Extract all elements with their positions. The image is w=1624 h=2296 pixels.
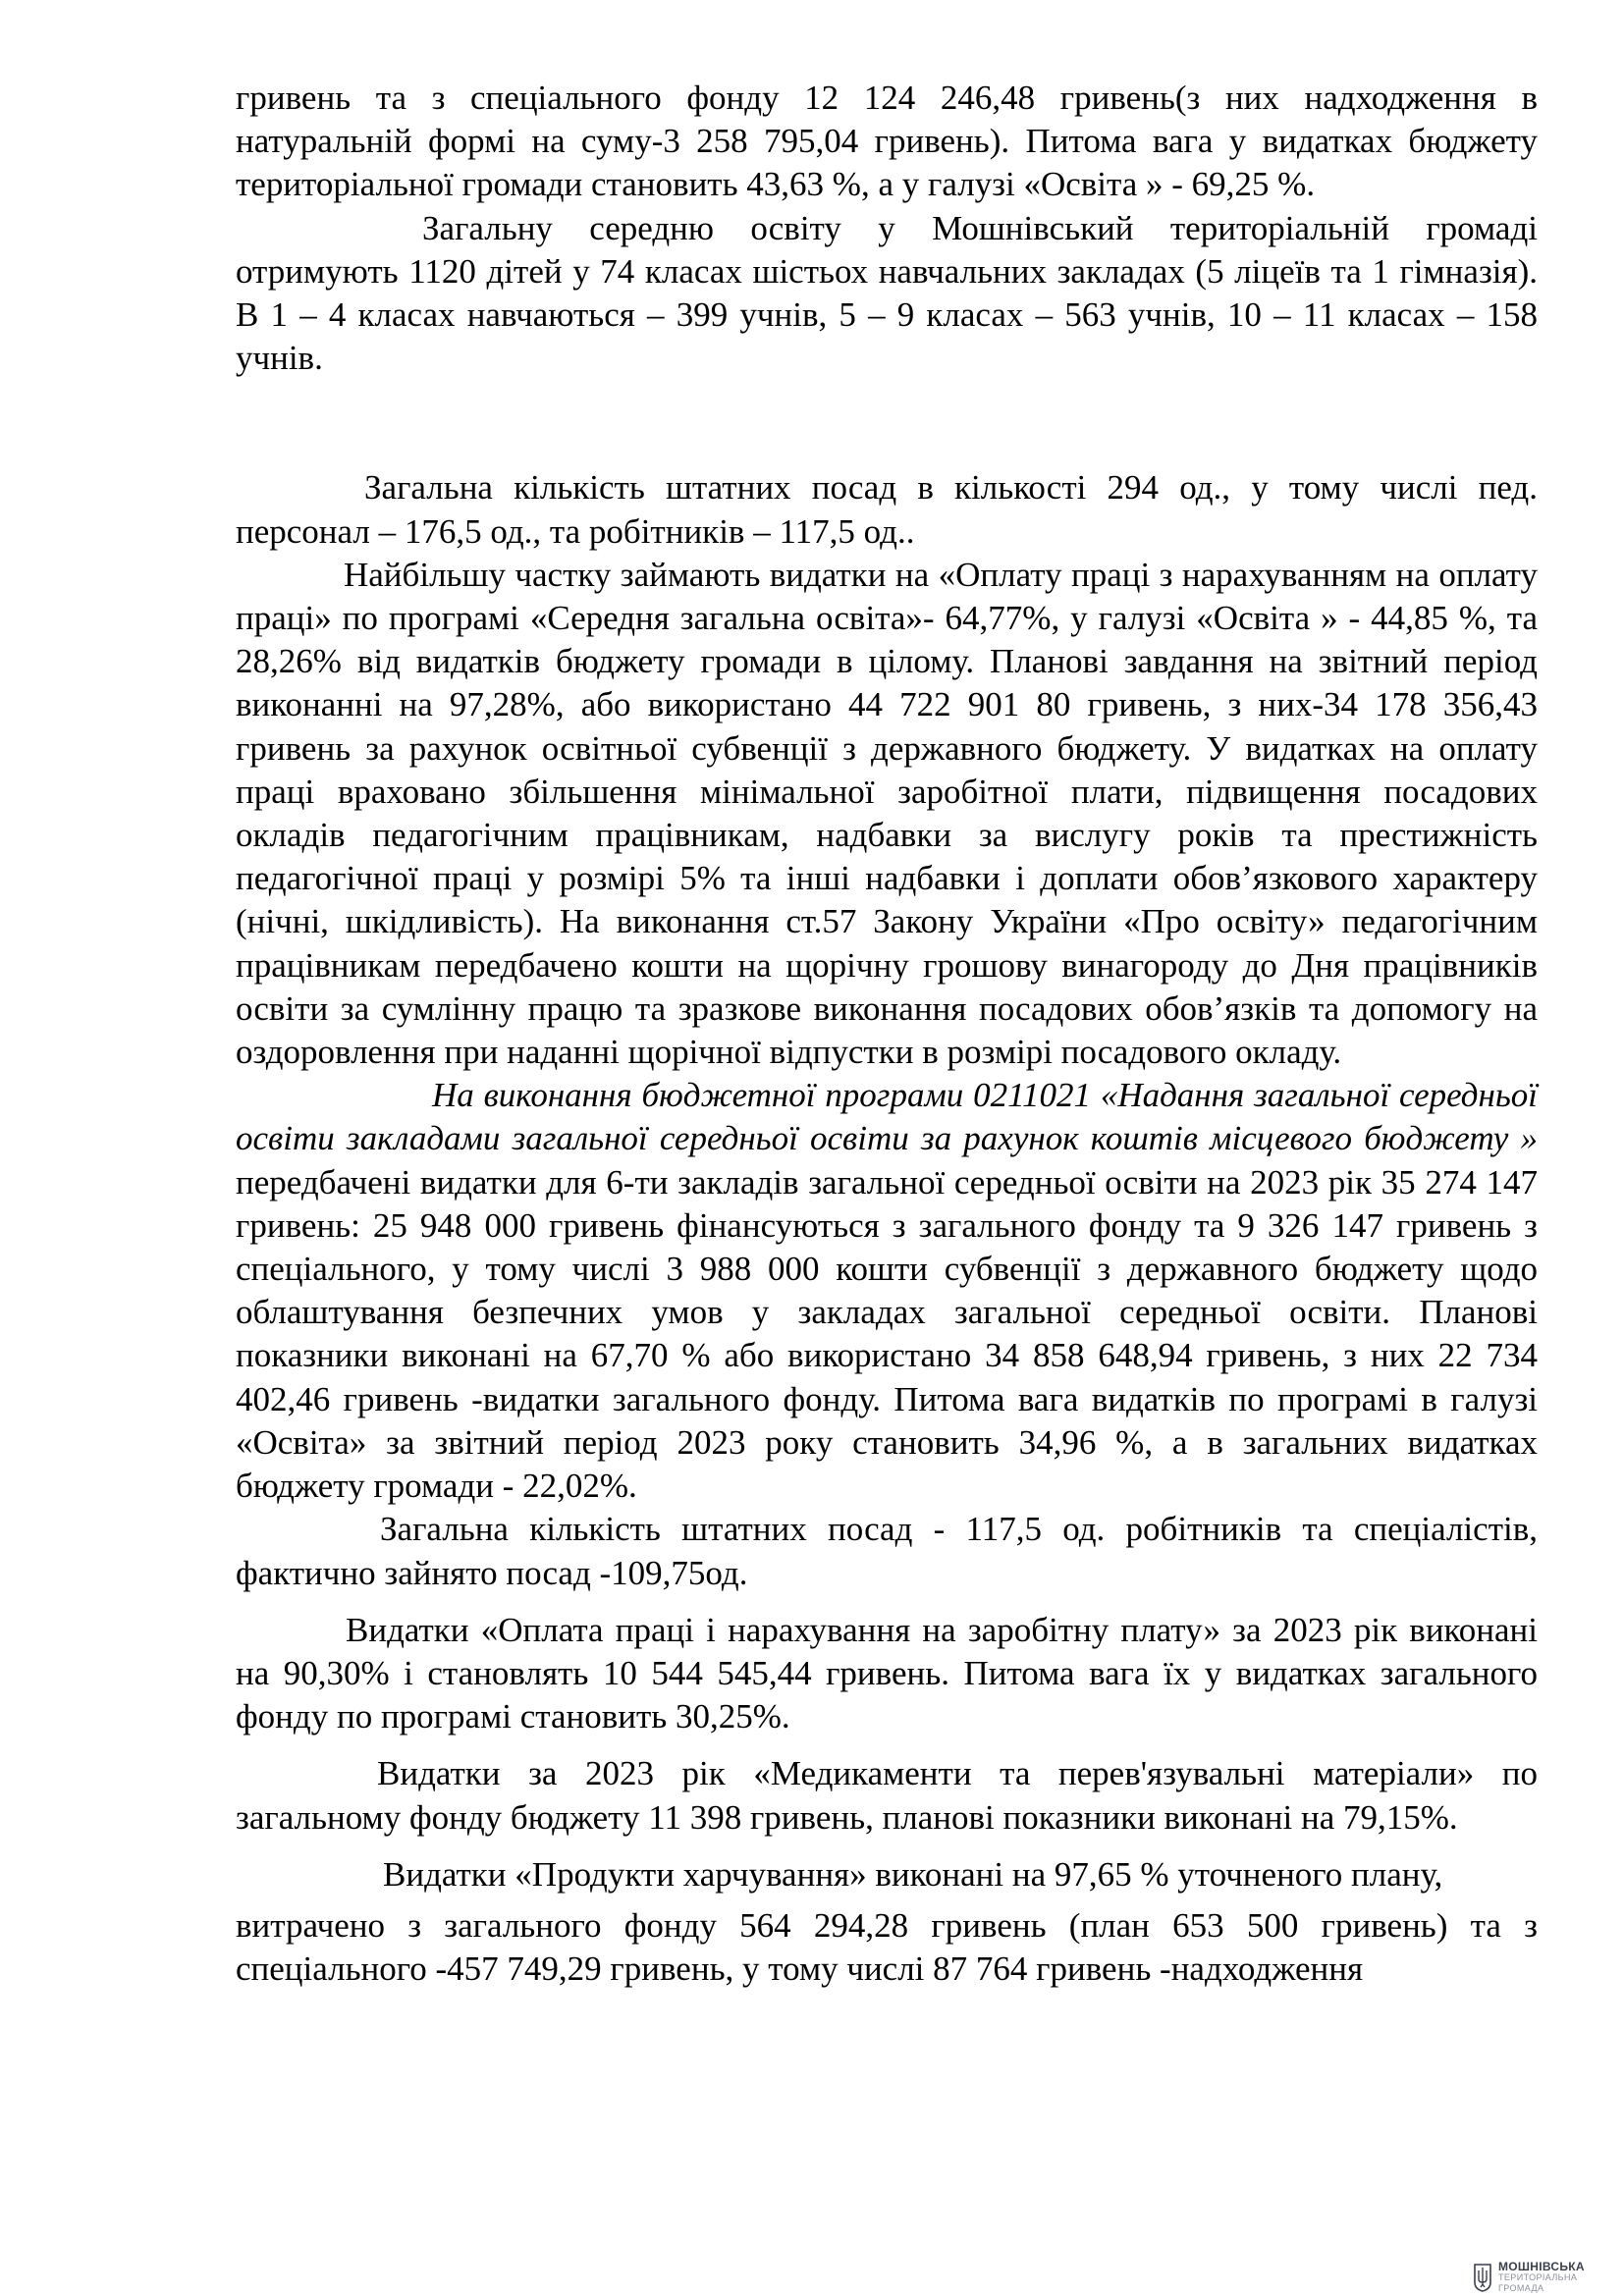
paragraph-salary-expenses: Найбільшу частку займають видатки на «Оплату праці з нарахуванням на оплату праці» по програмі «Середня загальна освіта»- 64,77%, у галузі «Освіта » - 44,85 %, та 28,26% від видатків бюджету громади в цілому. Планові завдання на звітний період виконанні на 97,28%, або використано 44 722 901 80 гривень, з них-34 178 356,43 гривень за рахунок освітньої субвенції з державного бюджету. У видатках на оплату праці враховано збільшення мінімальної заробітної плати, підвищення посадових окладів педагогічним працівникам, надбавки за вислугу років та престижність педагогічної праці у розмірі 5% та інші надбавки і доплати обов’язкового характеру (нічні, шкідливість). На виконання ст.57 Закону України «Про освіту» педагогічним працівникам передбачено кошти на щорічну грошову винагороду до Дня працівників освіти за сумлінну працю та зразкове виконання посадових обов’язків та допомогу на оздоровлення при наданні щорічної відпустки в розмірі посадового окладу.	[236, 555, 1538, 1072]
paragraph-food-products: Видатки «Продукти харчування» виконані на 97,65 % уточненого плану,	[383, 1854, 1443, 1894]
logo-subtitle-1: ТЕРИТОРІАЛЬНА	[1498, 2271, 1578, 2282]
program-title: На виконання бюджетної програми 0211021 «Надання загальної середньої освіти закладами загальної середньої освіти за рахунок коштів місцевого бюджету »	[236, 1076, 1538, 1158]
paragraph-medicines: Видатки за 2023 рік «Медикаменти та перев'язувальні матеріали» по загальному фонду бюджету 11 398 гривень, планові показники виконані на 79,15%.	[236, 1754, 1538, 1837]
paragraph-food-spending: витрачено з загального фонду 564 294,28 гривень (план 653 500 гривень) та з спеціального -457 749,29 гривень, у тому числі 87 764 гривень -надходження	[236, 1905, 1538, 1989]
logo-subtitle-2: ГРОМАДА	[1498, 2282, 1544, 2293]
paragraph-staff-count: Загальна кількість штатних посад - 117,5 од. робітників та спеціалістів, фактично зайнято посад -109,75од.	[236, 1510, 1538, 1592]
paragraph-general-education: Загальну середню освіту у Мошнівський територіальній громаді отримують 1120 дітей у 74 класах шістьох навчальних закладах (5 ліцеїв та 1 гімназія). В 1 – 4 класах навчаються – 399 учнів, 5 – 9 класах – 563 учнів, 10 – 11 класах – 158 учнів.	[236, 208, 1538, 378]
paragraph-wage-expenses: Видатки «Оплата праці і нарахування на заробітну плату» за 2023 рік виконані на 90,30% і становлять 10 544 545,44 гривень. Питома вага їх у видатках загального фонду по програмі становить 30,25%.	[236, 1610, 1538, 1736]
paragraph-budget-program	[236, 1074, 1538, 1508]
document-page	[236, 77, 1538, 1991]
logo-title: МОШНІВСЬКА	[1498, 2259, 1585, 2273]
community-logo	[1473, 2260, 1620, 2295]
paragraph-special-fund: гривень та з спеціального фонду 12 124 246,48 гривень(з них надходження в натуральній формі на суму-3 258 795,04 гривень). Питома вага у видатках бюджету територіальної громади становить 43,63 %, а у галузі «Освіта » - 69,25 %.	[236, 79, 1538, 204]
trident-crest-icon	[1473, 2263, 1492, 2292]
paragraph-staff-positions: Загальна кількість штатних посад в кількості 294 од., у тому числі пед. персонал – 176,5 од., та робітників – 117,5 од..	[236, 468, 1538, 551]
program-details: передбачені видатки для 6-ти закладів загальної середньої освіти на 2023 рік 35 274 147 гривень: 25 948 000 гривень фінансуються з загального фонду та 9 326 147 гривень з спеціального, у тому числі 3 988 000 кошти субвенції з державного бюджету щодо облаштування безпечних умов у закладах загальної середньої освіти. Планові показники виконані на 67,70 % або використано 34 858 648,94 гривень, з них 22 734 402,46 гривень -видатки загального фонду. Питома вага видатків по програмі в галузі «Освіта» за звітний період 2023 року становить 34,96 %, а в загальних видатках бюджету громади - 22,02%.	[236, 1162, 1538, 1506]
